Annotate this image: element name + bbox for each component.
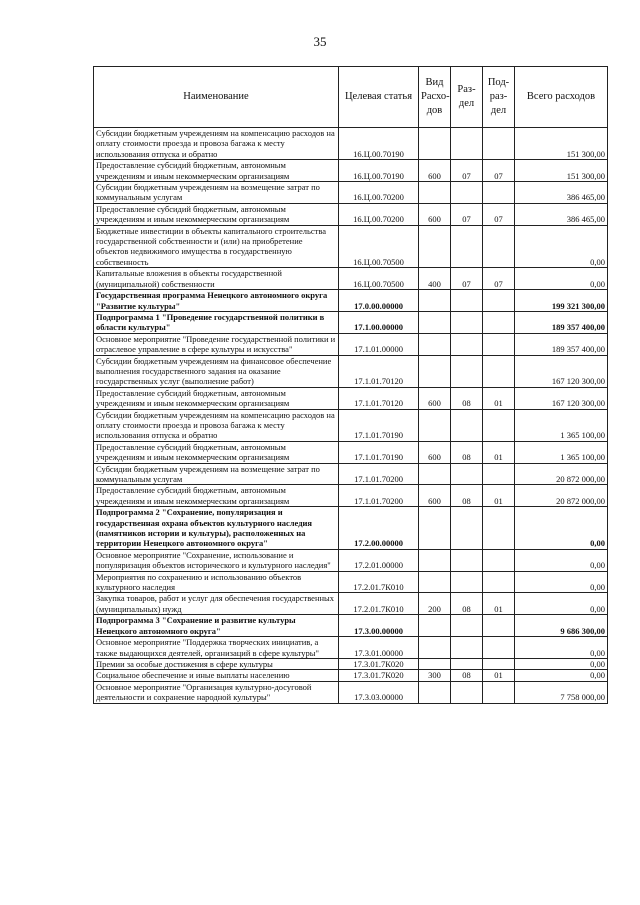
cell-subsection bbox=[483, 355, 515, 387]
cell-subsection bbox=[483, 409, 515, 441]
table-row bbox=[94, 571, 608, 593]
cell-section: 07 bbox=[451, 203, 483, 225]
cell-subsection bbox=[483, 637, 515, 659]
cell-type bbox=[419, 225, 451, 268]
cell-subsection bbox=[483, 615, 515, 637]
cell-section bbox=[451, 615, 483, 637]
cell-subsection bbox=[483, 225, 515, 268]
cell-total: 151 300,00 bbox=[515, 128, 608, 160]
cell-section bbox=[451, 333, 483, 355]
cell-code: 17.0.00.00000 bbox=[339, 290, 419, 312]
cell-section bbox=[451, 681, 483, 703]
cell-subsection: 01 bbox=[483, 670, 515, 681]
cell-type: 200 bbox=[419, 593, 451, 615]
cell-name: Субсидии бюджетным учреждениям на финансовое обеспечение выполнения государственного задания на оказание государственных услуг (выполнение работ) bbox=[94, 355, 339, 387]
table-row bbox=[94, 670, 608, 681]
cell-section: 08 bbox=[451, 593, 483, 615]
table-row bbox=[94, 203, 608, 225]
cell-code: 16.Ц.00.70190 bbox=[339, 160, 419, 182]
cell-type bbox=[419, 355, 451, 387]
cell-type bbox=[419, 311, 451, 333]
cell-code: 17.1.01.00000 bbox=[339, 333, 419, 355]
cell-code: 16.Ц.00.70500 bbox=[339, 225, 419, 268]
cell-name: Субсидии бюджетным учреждениям на возмещение затрат по коммунальным услугам bbox=[94, 182, 339, 204]
table-row bbox=[94, 268, 608, 290]
cell-total: 20 872 000,00 bbox=[515, 485, 608, 507]
cell-subsection bbox=[483, 128, 515, 160]
cell-section bbox=[451, 507, 483, 550]
cell-name: Подпрограмма 1 "Проведение государственной политики в области культуры" bbox=[94, 311, 339, 333]
cell-code: 17.3.01.7К020 bbox=[339, 670, 419, 681]
cell-subsection bbox=[483, 290, 515, 312]
cell-type bbox=[419, 128, 451, 160]
table-row bbox=[94, 387, 608, 409]
cell-name: Бюджетные инвестиции в объекты капитального строительства государственной собственности и (или) на приобретение объектов недвижимого имущества в государственную собственность bbox=[94, 225, 339, 268]
cell-total: 386 465,00 bbox=[515, 182, 608, 204]
table-row bbox=[94, 311, 608, 333]
cell-subsection bbox=[483, 658, 515, 669]
cell-type bbox=[419, 549, 451, 571]
table-row bbox=[94, 463, 608, 485]
column-header-total: Всего расходов bbox=[515, 67, 608, 128]
cell-total: 0,00 bbox=[515, 670, 608, 681]
cell-section bbox=[451, 409, 483, 441]
cell-section bbox=[451, 290, 483, 312]
cell-code: 17.3.03.00000 bbox=[339, 681, 419, 703]
budget-table bbox=[93, 66, 608, 704]
cell-code: 17.1.01.70120 bbox=[339, 387, 419, 409]
cell-total: 0,00 bbox=[515, 658, 608, 669]
cell-total: 0,00 bbox=[515, 571, 608, 593]
table-row bbox=[94, 549, 608, 571]
cell-type: 600 bbox=[419, 485, 451, 507]
cell-total: 1 365 100,00 bbox=[515, 441, 608, 463]
cell-name: Субсидии бюджетным учреждениям на компенсацию расходов на оплату стоимости проезда и провоза багажа к месту использования отпуска и обратно bbox=[94, 128, 339, 160]
cell-code: 17.1.01.70190 bbox=[339, 409, 419, 441]
cell-total: 167 120 300,00 bbox=[515, 387, 608, 409]
table-row bbox=[94, 355, 608, 387]
cell-subsection: 01 bbox=[483, 593, 515, 615]
cell-section bbox=[451, 658, 483, 669]
cell-code: 16.Ц.00.70200 bbox=[339, 182, 419, 204]
cell-total: 0,00 bbox=[515, 637, 608, 659]
cell-type bbox=[419, 333, 451, 355]
cell-type bbox=[419, 463, 451, 485]
cell-type: 600 bbox=[419, 203, 451, 225]
cell-subsection: 07 bbox=[483, 203, 515, 225]
cell-section: 07 bbox=[451, 268, 483, 290]
cell-code: 17.2.01.7К010 bbox=[339, 593, 419, 615]
cell-type: 300 bbox=[419, 670, 451, 681]
cell-code: 17.3.01.00000 bbox=[339, 637, 419, 659]
cell-name: Капитальные вложения в объекты государственной (муниципальной) собственности bbox=[94, 268, 339, 290]
cell-name: Государственная программа Ненецкого автономного округа "Развитие культуры" bbox=[94, 290, 339, 312]
cell-name: Социальное обеспечение и иные выплаты населению bbox=[94, 670, 339, 681]
cell-code: 17.1.01.70120 bbox=[339, 355, 419, 387]
table-body bbox=[94, 128, 608, 704]
table-row bbox=[94, 637, 608, 659]
cell-section bbox=[451, 463, 483, 485]
cell-code: 17.2.00.00000 bbox=[339, 507, 419, 550]
cell-name: Предоставление субсидий бюджетным, автономным учреждениям и иным некоммерческим организациям bbox=[94, 485, 339, 507]
cell-total: 386 465,00 bbox=[515, 203, 608, 225]
cell-type: 600 bbox=[419, 160, 451, 182]
page-number: 35 bbox=[313, 34, 327, 49]
cell-subsection bbox=[483, 681, 515, 703]
cell-subsection: 07 bbox=[483, 268, 515, 290]
cell-total: 0,00 bbox=[515, 225, 608, 268]
cell-section bbox=[451, 637, 483, 659]
cell-total: 0,00 bbox=[515, 593, 608, 615]
cell-name: Предоставление субсидий бюджетным, автономным учреждениям и иным некоммерческим организациям bbox=[94, 160, 339, 182]
cell-name: Основное мероприятие "Сохранение, использование и популяризация объектов исторического и культурного наследия" bbox=[94, 549, 339, 571]
cell-subsection: 07 bbox=[483, 160, 515, 182]
column-header-subsection: Под- раз- дел bbox=[483, 67, 515, 128]
cell-code: 16.Ц.00.70200 bbox=[339, 203, 419, 225]
cell-section bbox=[451, 128, 483, 160]
cell-type bbox=[419, 507, 451, 550]
table-row bbox=[94, 128, 608, 160]
cell-total: 7 758 000,00 bbox=[515, 681, 608, 703]
cell-section bbox=[451, 571, 483, 593]
cell-subsection bbox=[483, 571, 515, 593]
cell-name: Основное мероприятие "Организация культурно-досуговой деятельности и сохранение народной культуры" bbox=[94, 681, 339, 703]
cell-name: Премии за особые достижения в сфере культуры bbox=[94, 658, 339, 669]
cell-type bbox=[419, 182, 451, 204]
cell-section: 08 bbox=[451, 441, 483, 463]
cell-section: 08 bbox=[451, 670, 483, 681]
cell-subsection bbox=[483, 333, 515, 355]
cell-section bbox=[451, 549, 483, 571]
cell-subsection bbox=[483, 463, 515, 485]
cell-type: 600 bbox=[419, 441, 451, 463]
cell-code: 17.1.01.70200 bbox=[339, 485, 419, 507]
table-row bbox=[94, 225, 608, 268]
cell-type: 400 bbox=[419, 268, 451, 290]
cell-code: 16.Ц.00.70190 bbox=[339, 128, 419, 160]
table-row bbox=[94, 658, 608, 669]
table-row bbox=[94, 615, 608, 637]
cell-subsection bbox=[483, 549, 515, 571]
table-row bbox=[94, 681, 608, 703]
cell-type bbox=[419, 615, 451, 637]
cell-section bbox=[451, 311, 483, 333]
table-row bbox=[94, 409, 608, 441]
cell-subsection bbox=[483, 182, 515, 204]
cell-total: 20 872 000,00 bbox=[515, 463, 608, 485]
cell-code: 16.Ц.00.70500 bbox=[339, 268, 419, 290]
cell-code: 17.3.00.00000 bbox=[339, 615, 419, 637]
cell-section bbox=[451, 225, 483, 268]
table-row bbox=[94, 182, 608, 204]
cell-total: 151 300,00 bbox=[515, 160, 608, 182]
cell-section bbox=[451, 355, 483, 387]
column-header-code: Целевая статья bbox=[339, 67, 419, 128]
cell-name: Предоставление субсидий бюджетным, автономным учреждениям и иным некоммерческим организациям bbox=[94, 387, 339, 409]
table-row bbox=[94, 441, 608, 463]
cell-code: 17.2.01.7К010 bbox=[339, 571, 419, 593]
table-row bbox=[94, 485, 608, 507]
cell-type bbox=[419, 658, 451, 669]
cell-section: 08 bbox=[451, 387, 483, 409]
cell-name: Предоставление субсидий бюджетным, автономным учреждениям и иным некоммерческим организациям bbox=[94, 441, 339, 463]
cell-code: 17.3.01.7К020 bbox=[339, 658, 419, 669]
cell-type bbox=[419, 571, 451, 593]
cell-name: Подпрограмма 2 "Сохранение, популяризация и государственная охрана объектов культурного наследия (памятников истории и культуры), расположенных на территории Ненецкого автономного округа" bbox=[94, 507, 339, 550]
cell-name: Основное мероприятие "Проведение государственной политики и отраслевое управление в сфере культуры и искусства" bbox=[94, 333, 339, 355]
cell-section: 07 bbox=[451, 160, 483, 182]
table-row bbox=[94, 593, 608, 615]
cell-section: 08 bbox=[451, 485, 483, 507]
cell-section bbox=[451, 182, 483, 204]
table-row bbox=[94, 333, 608, 355]
cell-total: 199 321 300,00 bbox=[515, 290, 608, 312]
cell-type bbox=[419, 409, 451, 441]
cell-total: 0,00 bbox=[515, 268, 608, 290]
table-row bbox=[94, 507, 608, 550]
cell-name: Подпрограмма 3 "Сохранение и развитие культуры Ненецкого автономного округа" bbox=[94, 615, 339, 637]
cell-code: 17.1.00.00000 bbox=[339, 311, 419, 333]
cell-type bbox=[419, 637, 451, 659]
cell-name: Мероприятия по сохранению и использованию объектов культурного наследия bbox=[94, 571, 339, 593]
cell-name: Предоставление субсидий бюджетным, автономным учреждениям и иным некоммерческим организациям bbox=[94, 203, 339, 225]
cell-type: 600 bbox=[419, 387, 451, 409]
cell-subsection: 01 bbox=[483, 387, 515, 409]
table-header-row bbox=[94, 67, 608, 128]
cell-total: 167 120 300,00 bbox=[515, 355, 608, 387]
cell-total: 189 357 400,00 bbox=[515, 333, 608, 355]
cell-name: Субсидии бюджетным учреждениям на компенсацию расходов на оплату стоимости проезда и провоза багажа к месту использования отпуска и обратно bbox=[94, 409, 339, 441]
cell-code: 17.1.01.70200 bbox=[339, 463, 419, 485]
cell-type bbox=[419, 290, 451, 312]
cell-code: 17.2.01.00000 bbox=[339, 549, 419, 571]
cell-name: Основное мероприятие "Поддержка творческих инициатив, а также выдающихся деятелей, организаций в сфере культуры" bbox=[94, 637, 339, 659]
cell-total: 0,00 bbox=[515, 549, 608, 571]
cell-subsection: 01 bbox=[483, 485, 515, 507]
column-header-section: Раз- дел bbox=[451, 67, 483, 128]
column-header-name: Наименование bbox=[94, 67, 339, 128]
column-header-type: Вид Расхо- дов bbox=[419, 67, 451, 128]
cell-total: 0,00 bbox=[515, 507, 608, 550]
table-row bbox=[94, 160, 608, 182]
cell-total: 189 357 400,00 bbox=[515, 311, 608, 333]
cell-code: 17.1.01.70190 bbox=[339, 441, 419, 463]
cell-total: 1 365 100,00 bbox=[515, 409, 608, 441]
cell-subsection bbox=[483, 311, 515, 333]
cell-name: Закупка товаров, работ и услуг для обеспечения государственных (муниципальных) нужд bbox=[94, 593, 339, 615]
cell-type bbox=[419, 681, 451, 703]
cell-subsection bbox=[483, 507, 515, 550]
cell-subsection: 01 bbox=[483, 441, 515, 463]
cell-total: 9 686 300,00 bbox=[515, 615, 608, 637]
cell-name: Субсидии бюджетным учреждениям на возмещение затрат по коммунальным услугам bbox=[94, 463, 339, 485]
table-row bbox=[94, 290, 608, 312]
